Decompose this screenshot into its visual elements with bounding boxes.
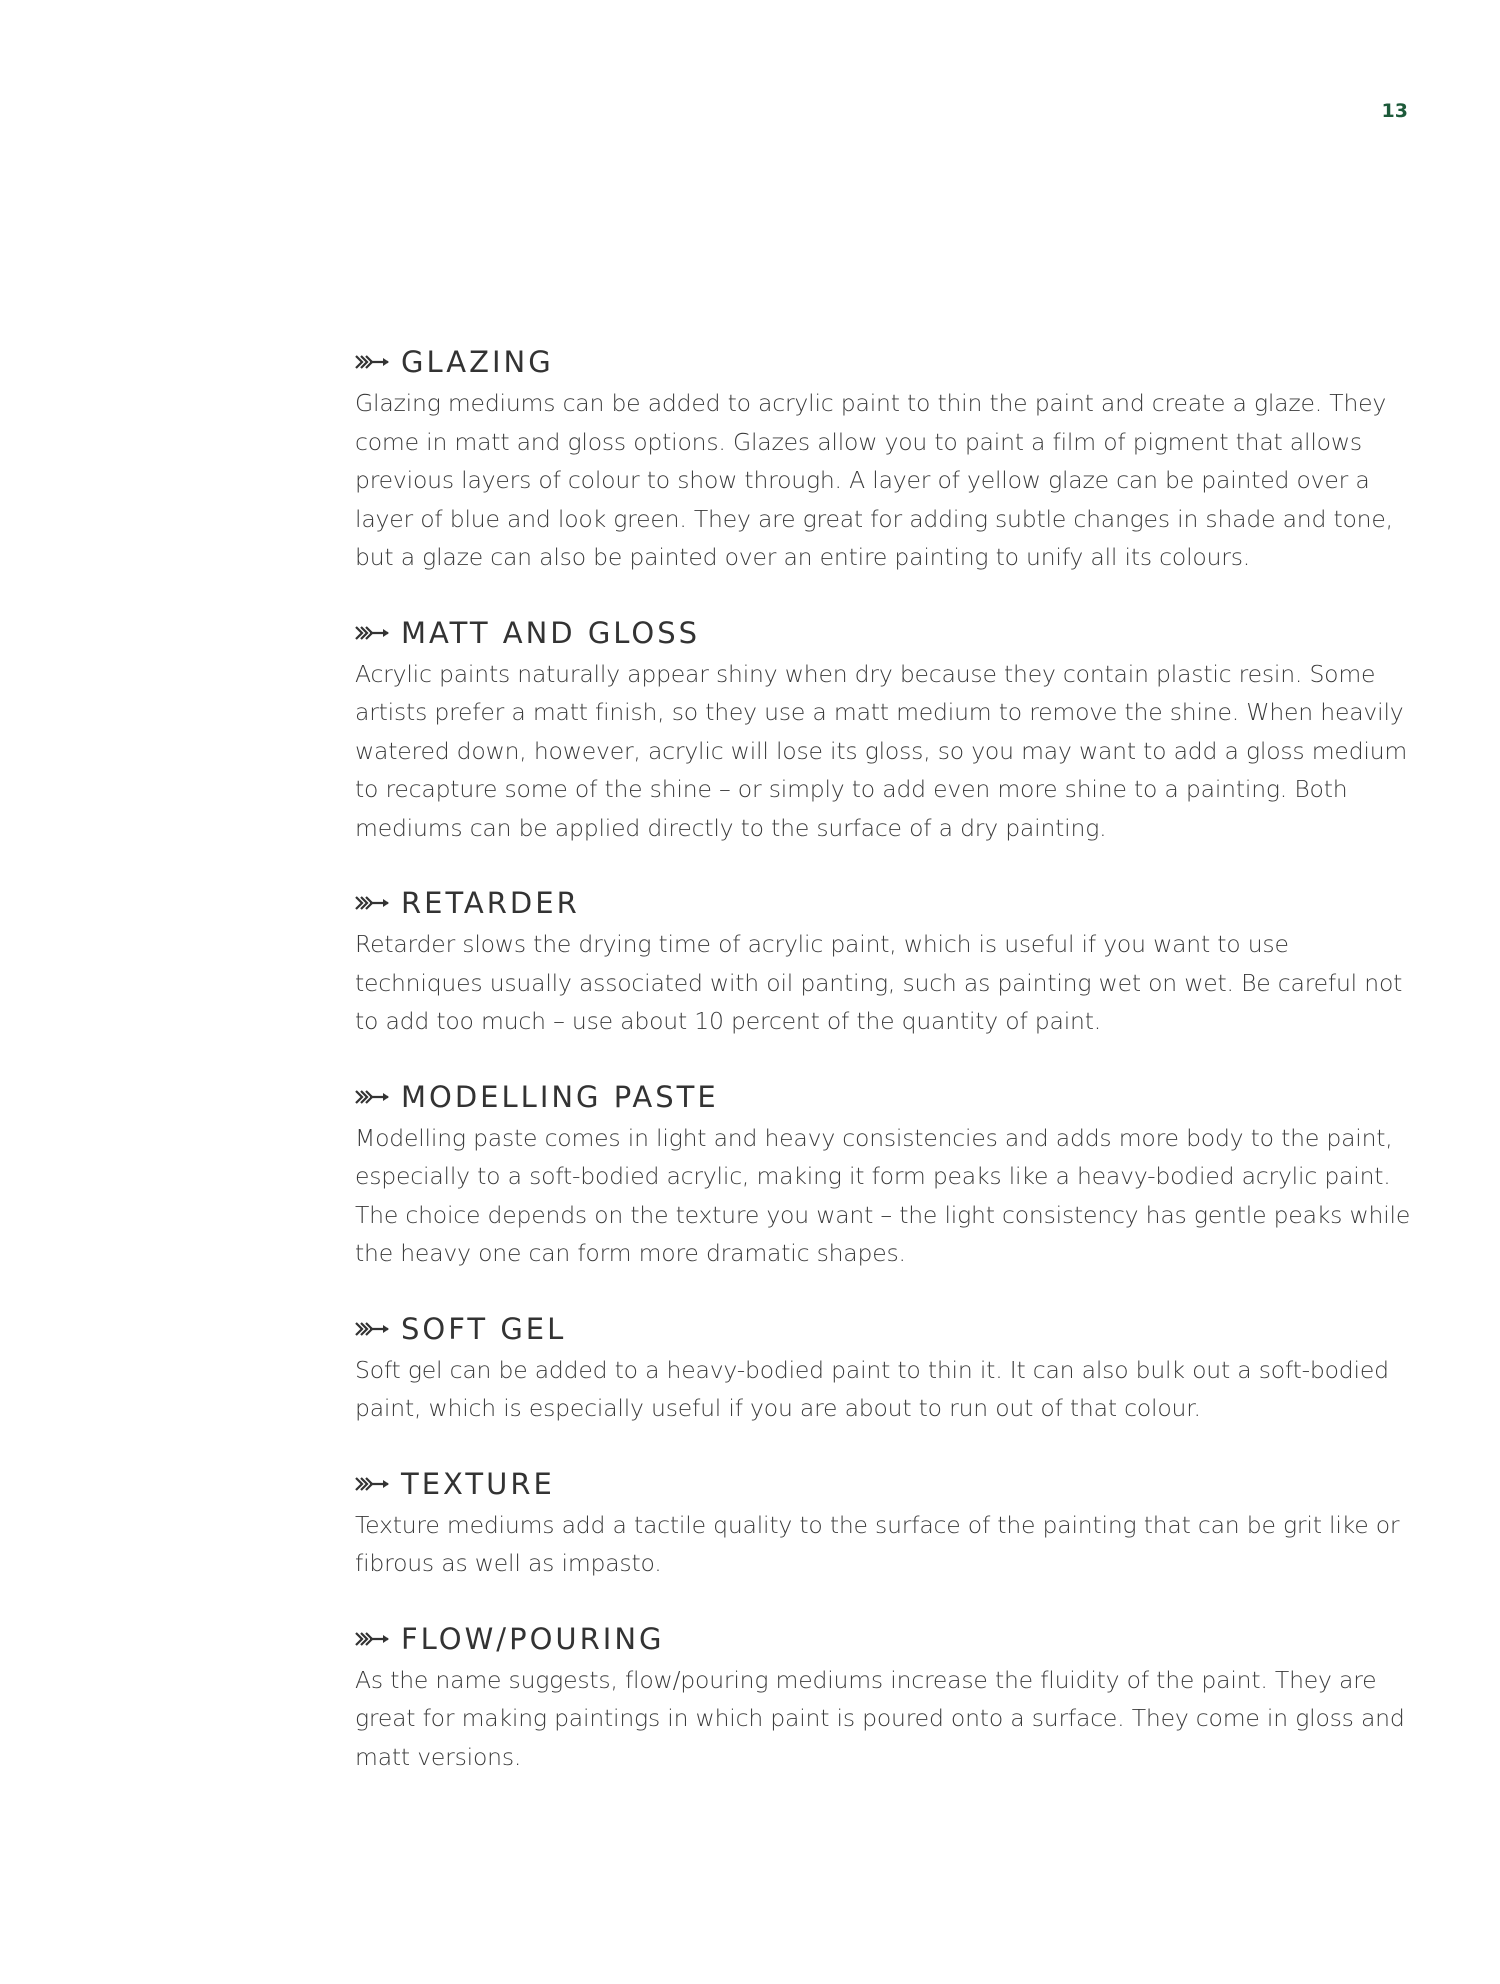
arrow-icon	[355, 623, 391, 643]
section-glazing	[355, 340, 1415, 577]
section-heading	[355, 340, 1415, 384]
section-retarder	[355, 881, 1415, 1041]
section-body: Acrylic paints naturally appear shiny when dry because they contain plastic resin. Some artists prefer a matt finish, so they use a matt medium to remove the shine. When heavily watered down, however, acrylic will lose its gloss, so you may want to add a gloss medium to recapture some of the shine – or simply to add even more shine to a painting. Both mediums can be applied directly to the surface of a dry painting.	[355, 659, 1408, 842]
arrow-icon	[355, 1319, 391, 1339]
section-texture	[355, 1462, 1415, 1583]
section-heading	[355, 1307, 1415, 1351]
section-heading	[355, 611, 1415, 655]
section-title: FLOW/POURING	[401, 1621, 665, 1656]
section-soft-gel	[355, 1307, 1415, 1428]
section-flow-pouring	[355, 1617, 1415, 1777]
section-matt-and-gloss	[355, 611, 1415, 848]
arrow-icon	[355, 893, 391, 913]
arrow-icon	[355, 1474, 391, 1494]
arrow-icon	[355, 1629, 391, 1649]
section-heading	[355, 1075, 1415, 1119]
section-heading	[355, 1462, 1415, 1506]
section-body: Retarder slows the drying time of acrylic paint, which is useful if you want to use techniques usually associated with oil panting, such as painting wet on wet. Be careful not to add too much – use about 10 percent of the quantity of paint.	[355, 930, 1403, 1035]
section-title: SOFT GEL	[401, 1311, 567, 1346]
section-body: Soft gel can be added to a heavy-bodied paint to thin it. It can also bulk out a soft-bodied paint, which is especially useful if you are about to run out of that colour.	[355, 1355, 1389, 1422]
arrow-icon	[355, 1087, 391, 1107]
section-title: RETARDER	[401, 886, 580, 920]
arrow-icon	[355, 352, 391, 372]
section-modelling-paste	[355, 1075, 1415, 1273]
section-body: As the name suggests, flow/pouring mediums increase the fluidity of the paint. They are great for making paintings in which paint is poured onto a surface. They come in gloss and matt versions.	[355, 1665, 1405, 1771]
content	[355, 340, 1415, 1810]
section-title: TEXTURE	[401, 1466, 555, 1501]
section-heading	[355, 1617, 1415, 1661]
section-body: Modelling paste comes in light and heavy consistencies and adds more body to the paint, especially to a soft-bodied acrylic, making it form peaks like a heavy-bodied acrylic paint. The choice depends on the texture you want – the light consistency has gentle peaks while the heavy one can form more dramatic shapes.	[355, 1123, 1411, 1267]
section-heading	[355, 881, 1415, 925]
section-title: MATT AND GLOSS	[401, 615, 701, 650]
section-body: Texture mediums add a tactile quality to the surface of the painting that can be grit like or fibrous as well as impasto.	[355, 1510, 1400, 1577]
section-body: Glazing mediums can be added to acrylic paint to thin the paint and create a glaze. They come in matt and gloss options. Glazes allow you to paint a film of pigment that allows previous layers of colour to show through. A layer of yellow glaze can be painted over a layer of blue and look green. They are great for adding subtle changes in shade and tone, but a glaze can also be painted over an entire painting to unify all its colours.	[355, 389, 1393, 571]
section-title: GLAZING	[401, 345, 554, 379]
section-title: MODELLING PASTE	[401, 1079, 719, 1114]
page-number: 13	[1381, 100, 1408, 122]
